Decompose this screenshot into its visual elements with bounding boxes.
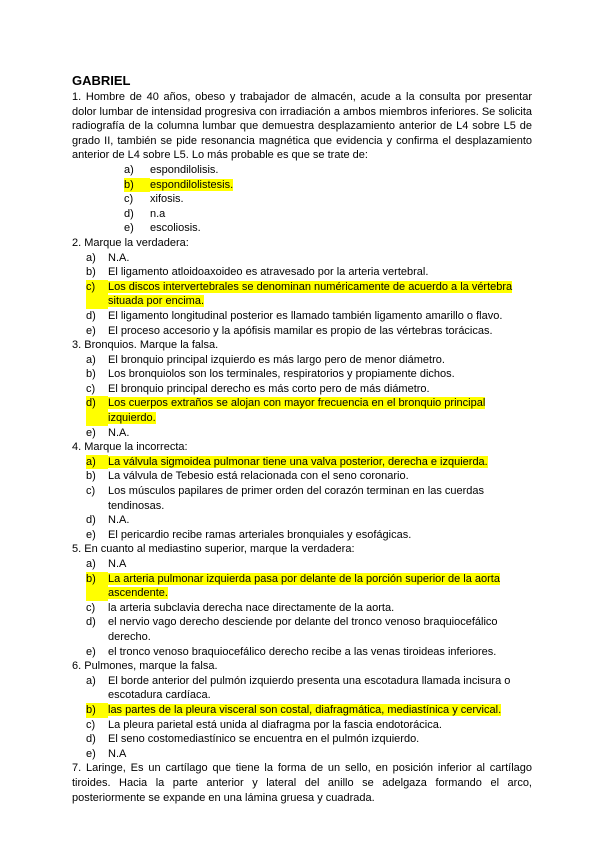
option-label: a) [86, 353, 96, 366]
question-text: 3. Bronquios. Marque la falsa. [72, 339, 219, 352]
option-label: e) [124, 222, 134, 235]
option-label: b) [86, 470, 96, 483]
document-title: GABRIEL [72, 73, 131, 88]
option-list [72, 455, 532, 543]
option-label: b) [86, 572, 108, 601]
option-label: d) [124, 207, 134, 220]
option-list [72, 353, 532, 441]
question-text: 4. Marque la incorrecta: [72, 441, 188, 454]
question-2 [72, 236, 532, 338]
option-item [86, 615, 532, 644]
option-text: El borde anterior del pulmón izquierdo presenta una escotadura llamada incisura o escotadura cardíaca. [108, 674, 511, 702]
option-item [86, 747, 532, 762]
option-item [124, 207, 532, 222]
option-label: b) [86, 368, 96, 381]
option-label: b) [86, 703, 108, 718]
question-1 [72, 90, 532, 236]
option-item [124, 178, 532, 193]
option-item [86, 703, 532, 718]
question-5 [72, 542, 532, 659]
option-list [72, 557, 532, 659]
question-text: 2. Marque la verdadera: [72, 236, 189, 249]
option-label: c) [86, 601, 96, 614]
option-item [124, 221, 532, 236]
option-text: Los bronquiolos son los terminales, respiratorios y propiamente dichos. [108, 368, 455, 381]
option-text: El bronquio principal derecho es más corto pero de más diámetro. [108, 382, 430, 395]
option-label: d) [86, 616, 96, 629]
option-label: c) [86, 382, 96, 395]
option-text: El ligamento longitudinal posterior es llamado también ligamento amarillo o flavo. [108, 309, 503, 322]
option-item [86, 280, 532, 309]
option-label: e) [86, 528, 96, 541]
option-list [72, 163, 532, 236]
option-label: a) [86, 558, 96, 570]
option-label: a) [86, 251, 96, 264]
question-text: 5. En cuanto al mediastino superior, marque la verdadera: [72, 543, 355, 556]
option-label: d) [86, 733, 96, 746]
option-item [86, 455, 532, 470]
question-7 [72, 761, 532, 805]
option-item [86, 396, 532, 425]
option-text: La válvula de Tebesio está relacionada con el seno coronario. [108, 470, 409, 483]
option-label: e) [86, 747, 96, 760]
question-text: 1. Hombre de 40 años, obeso y trabajador de almacén, acude a la consulta por presentar dolor lumbar de intensidad progresiva con irradiación a ambos miembros inferiores. Se solicita radiografía de la columna lumbar que demuestra desplazamiento anterior de L4 sobre L5 de grado II, también se pide resonancia magnética que evidencia y confirma el desplazamiento anterior de L4 sobre L5. Lo más probable es que se trate de: [72, 91, 532, 162]
option-text: Los músculos papilares de primer orden del corazón terminan en las cuerdas tendinosas. [108, 485, 485, 512]
option-text: el tronco venoso braquiocefálico derecho recibe a las venas tiroideas inferiores. [108, 645, 497, 658]
option-item [86, 265, 532, 280]
option-label: e) [86, 426, 96, 439]
option-item [86, 484, 532, 513]
option-label: c) [124, 193, 134, 206]
question-list [72, 90, 532, 805]
option-text: escoliosis. [150, 222, 201, 235]
option-label: d) [86, 309, 96, 322]
option-text: espondilolisis. [150, 163, 219, 176]
option-item [86, 251, 532, 266]
option-label: e) [86, 324, 96, 337]
option-text: El seno costomediastínico se encuentra en el pulmón izquierdo. [108, 733, 420, 746]
option-list [72, 251, 532, 339]
option-item [86, 732, 532, 747]
option-item [86, 469, 532, 484]
highlighted-answer-text: las partes de la pleura visceral son costal, diafragmática, mediastínica y cervical. [108, 703, 502, 716]
option-label: a) [86, 674, 96, 687]
option-item [86, 367, 532, 382]
option-item [86, 557, 532, 572]
option-text: el nervio vago derecho desciende por delante del tronco venoso braquiocefálico derecho. [108, 616, 498, 643]
highlighted-answer-text: La válvula sigmoidea pulmonar tiene una valva posterior, derecha e izquierda. [108, 455, 488, 468]
option-text: N.A [108, 558, 127, 570]
option-text: N.A [108, 747, 127, 760]
option-item [86, 572, 532, 601]
option-label: b) [124, 178, 150, 193]
option-label: d) [86, 514, 96, 527]
option-text: la arteria subclavia derecha nace directamente de la aorta. [108, 601, 395, 614]
option-label: c) [86, 485, 96, 498]
option-label: c) [86, 280, 108, 309]
option-list [72, 674, 532, 762]
option-text: El bronquio principal izquierdo es más largo pero de menor diámetro. [108, 353, 445, 366]
option-item [124, 192, 532, 207]
question-text: 7. Laringe, Es un cartílago que tiene la forma de un sello, en posición inferior al cartílago tiroides. Hacia la parte anterior y lateral del anillo se adelgaza formando el arco, posteriormente se expande en una lámina gruesa y cuadrada. [72, 762, 532, 804]
option-text: La pleura parietal está unida al diafragma por la fascia endotorácica. [108, 718, 442, 731]
option-item [86, 513, 532, 528]
option-item [86, 601, 532, 616]
option-text: El pericardio recibe ramas arteriales bronquiales y esofágicas. [108, 528, 412, 541]
option-text: xifosis. [150, 193, 184, 206]
document-page [72, 72, 532, 805]
option-text: N.A. [108, 514, 130, 527]
option-text: El ligamento atloidoaxoideo es atravesado por la arteria vertebral. [108, 266, 429, 279]
highlighted-answer-text: espondilolistesis. [150, 178, 234, 191]
option-item [86, 645, 532, 660]
option-text: El proceso accesorio y la apófisis mamilar es propio de las vértebras torácicas. [108, 324, 493, 337]
option-text: N.A. [108, 426, 130, 439]
question-6 [72, 659, 532, 761]
option-item [86, 426, 532, 441]
option-item [86, 382, 532, 397]
option-label: a) [124, 163, 134, 176]
option-label: c) [86, 718, 96, 731]
option-item [86, 674, 532, 703]
question-3 [72, 338, 532, 440]
option-item [86, 353, 532, 368]
option-label: d) [86, 396, 108, 425]
question-text: 6. Pulmones, marque la falsa. [72, 660, 218, 673]
option-text: n.a [150, 207, 166, 220]
highlighted-answer-text: Los cuerpos extraños se alojan con mayor frecuencia en el bronquio principal izquierdo. [108, 397, 486, 425]
option-label: a) [86, 455, 108, 470]
option-text: N.A. [108, 251, 130, 264]
option-label: e) [86, 645, 96, 658]
highlighted-answer-text: La arteria pulmonar izquierda pasa por delante de la porción superior de la aorta ascendente. [108, 572, 500, 600]
highlighted-answer-text: Los discos intervertebrales se denominan numéricamente de acuerdo a la vértebra situada por encima. [108, 280, 513, 308]
option-item [86, 528, 532, 543]
option-item [124, 163, 532, 178]
option-label: b) [86, 266, 96, 279]
option-item [86, 718, 532, 733]
option-item [86, 309, 532, 324]
question-4 [72, 440, 532, 542]
option-item [86, 324, 532, 339]
